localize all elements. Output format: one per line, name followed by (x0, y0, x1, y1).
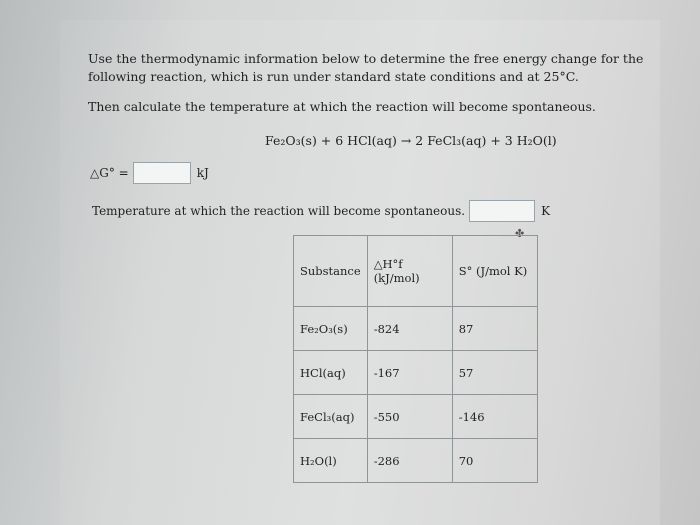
reaction-equation: Fe₂O₃(s) + 6 HCl(aq) → 2 FeCl₃(aq) + 3 H₂O(l) (265, 133, 557, 148)
help-icon[interactable]: ✤ (515, 227, 525, 240)
question-line-3: Then calculate the temperature at which the reaction will become spontaneous. (88, 99, 596, 114)
table-header-row (294, 236, 538, 307)
header-enthalpy: △H°f (kJ/mol) (367, 236, 452, 307)
temperature-input[interactable] (469, 200, 535, 222)
cell-entropy: 87 (452, 307, 537, 351)
cell-entropy: 57 (452, 351, 537, 395)
cell-enthalpy: -824 (367, 307, 452, 351)
delta-g-row (90, 160, 209, 186)
delta-g-input[interactable] (133, 162, 191, 184)
cell-substance: H₂O(l) (294, 439, 368, 483)
header-entropy: S° (J/mol K) (452, 236, 537, 307)
temperature-label: Temperature at which the reaction will become spontaneous. (92, 204, 466, 218)
delta-g-label: △G° = (90, 166, 129, 180)
worksheet-page (60, 20, 660, 525)
table-row (294, 307, 538, 351)
cell-entropy: -146 (452, 395, 537, 439)
cell-enthalpy: -167 (367, 351, 452, 395)
header-substance: Substance (294, 236, 368, 307)
cell-entropy: 70 (452, 439, 537, 483)
table-row (294, 439, 538, 483)
cell-substance: FeCl₃(aq) (294, 395, 368, 439)
cell-substance: HCl(aq) (294, 351, 368, 395)
cell-enthalpy: -550 (367, 395, 452, 439)
cell-enthalpy: -286 (367, 439, 452, 483)
temperature-row (92, 198, 550, 224)
cell-substance: Fe₂O₃(s) (294, 307, 368, 351)
thermo-data-table (293, 235, 538, 483)
question-line-2: following reaction, which is run under standard state conditions and at 25°C. (88, 69, 579, 84)
table-row (294, 351, 538, 395)
question-line-1: Use the thermodynamic information below to determine the free energy change for the (88, 51, 644, 66)
delta-g-unit: kJ (196, 166, 209, 180)
table-row (294, 395, 538, 439)
temperature-unit: K (541, 204, 551, 218)
